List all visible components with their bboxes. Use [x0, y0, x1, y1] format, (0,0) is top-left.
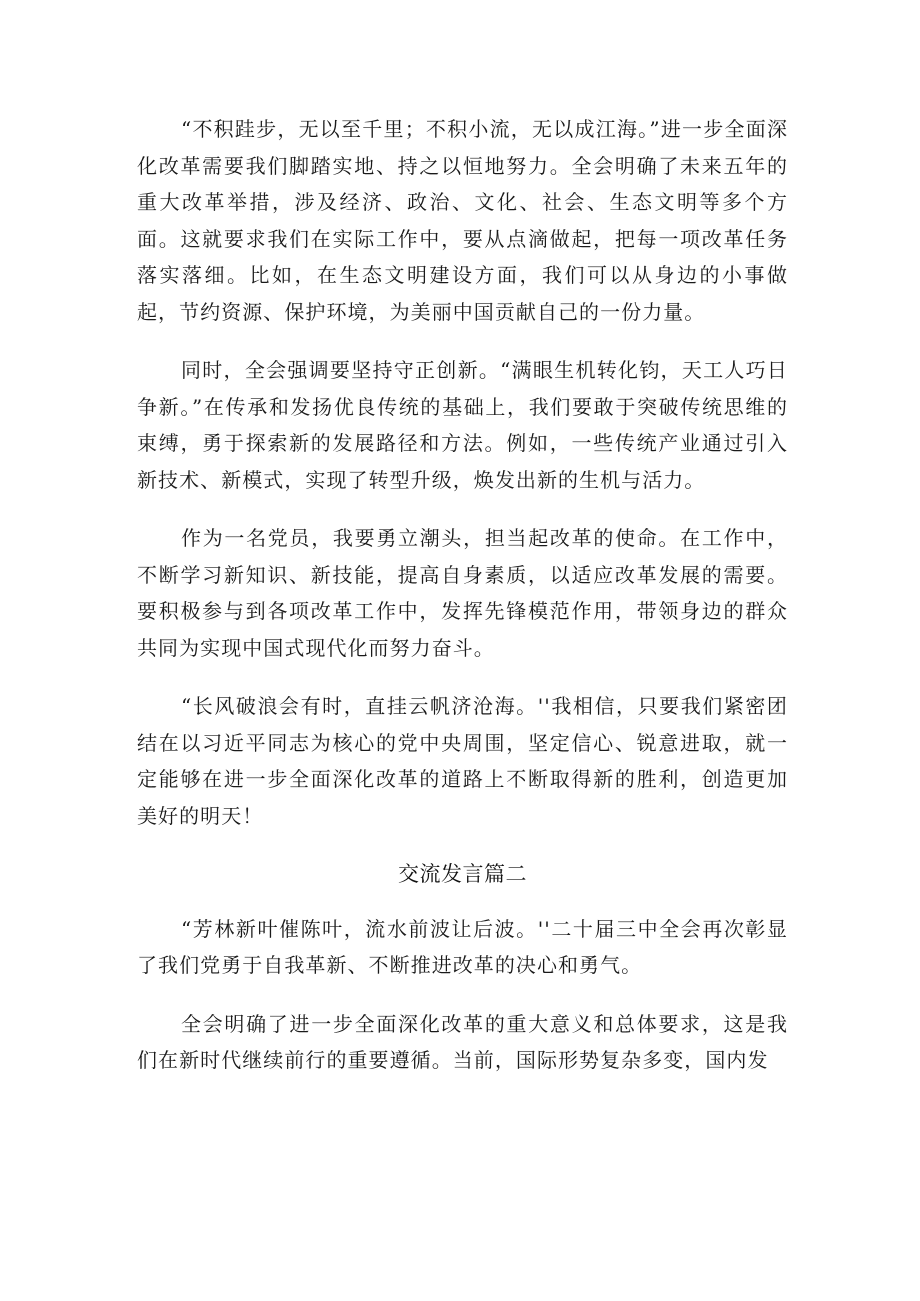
paragraph-6: 全会明确了进一步全面深化改革的重大意义和总体要求，这是我们在新时代继续前行的重要遵循。当前，国际形势复杂多变，国内发: [137, 1011, 788, 1072]
paragraph-3: 作为一名党员，我要勇立潮头，担当起改革的使命。在工作中，不断学习新知识、新技能，提高自身素质，以适应改革发展的需要。要积极参与到各项改革工作中，发挥先锋模范作用，带领身边的群众共同为实现中国式现代化而努力奋斗。: [137, 526, 788, 660]
paragraph-4: “长风破浪会有时，直挂云帆济沧海。''我相信，只要我们紧密团结在以习近平同志为核心的党中央周围，坚定信心、锐意进取，就一定能够在进一步全面深化改革的道路上不断取得新的胜利，创造更加美好的明天！: [137, 694, 788, 828]
paragraph-5: “芳林新叶催陈叶，流水前波让后波。''二十届三中全会再次彰显了我们党勇于自我革新、不断推进改革的决心和勇气。: [137, 916, 788, 977]
paragraph-1: “不积跬步，无以至千里；不积小流，无以成江海。”进一步全面深化改革需要我们脚踏实地、持之以恒地努力。全会明确了未来五年的重大改革举措，涉及经济、政治、文化、社会、生态文明等多个方面。这就要求我们在实际工作中，要从点滴做起，把每一项改革任务落实落细。比如，在生态文明建设方面，我们可以从身边的小事做起，节约资源、保护环境，为美丽中国贡献自己的一份力量。: [137, 117, 788, 324]
section-heading: 交流发言篇二: [398, 862, 527, 886]
paragraph-2: 同时，全会强调要坚持守正创新。“满眼生机转化钧，天工人巧日争新。”在传承和发扬优良传统的基础上，我们要敢于突破传统思维的束缚，勇于探索新的发展路径和方法。例如，一些传统产业通过引入新技术、新模式，实现了转型升级，焕发出新的生机与活力。: [137, 358, 788, 492]
